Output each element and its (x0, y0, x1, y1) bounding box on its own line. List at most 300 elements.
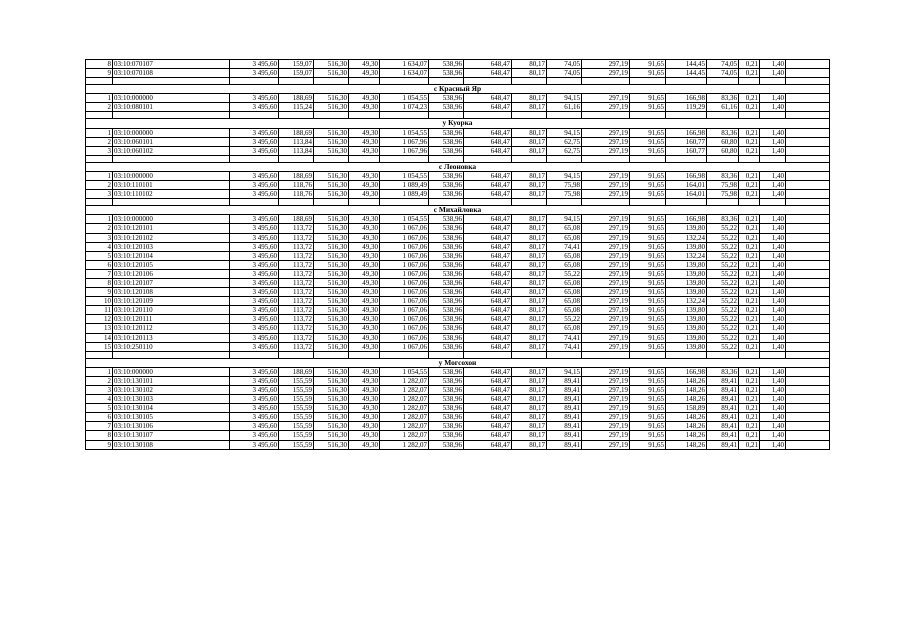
value-cell: 155,59 (279, 413, 314, 422)
value-cell: 516,30 (314, 171, 349, 180)
value-cell: 1 054,55 (380, 171, 429, 180)
value-cell: 1,40 (760, 333, 786, 342)
empty-cell (760, 78, 786, 85)
empty-cell (786, 199, 830, 206)
value-cell: 0,21 (739, 171, 760, 180)
value-cell: 538,96 (429, 181, 464, 190)
value-cell: 3 495,60 (230, 422, 279, 431)
empty-cell (113, 78, 230, 85)
value-cell: 91,65 (630, 60, 666, 69)
value-cell: 164,01 (666, 181, 707, 190)
cadastral-code-cell: 03:10:120110 (113, 306, 230, 315)
empty-cell (512, 351, 547, 358)
value-cell: 1 067,06 (380, 342, 429, 351)
value-cell: 516,30 (314, 251, 349, 260)
empty-cell (349, 78, 380, 85)
value-cell: 1 282,07 (380, 431, 429, 440)
empty-cell (380, 199, 429, 206)
value-cell: 0,21 (739, 404, 760, 413)
table-row (86, 342, 830, 351)
empty-cell (314, 155, 349, 162)
empty-cell (582, 112, 630, 119)
empty-cell (113, 155, 230, 162)
value-cell: 80,17 (512, 278, 547, 287)
empty-cell (380, 155, 429, 162)
row-number-cell: 14 (86, 333, 113, 342)
empty-cell (279, 199, 314, 206)
value-cell: 0,21 (739, 440, 760, 449)
value-cell: 3 495,60 (230, 69, 279, 78)
value-cell: 648,47 (464, 288, 512, 297)
value-cell: 648,47 (464, 190, 512, 199)
value-cell: 648,47 (464, 367, 512, 376)
empty-cell (86, 155, 113, 162)
value-cell: 3 495,60 (230, 306, 279, 315)
cadastral-code-cell: 03:10:110101 (113, 181, 230, 190)
empty-cell (786, 181, 830, 190)
value-cell: 0,21 (739, 315, 760, 324)
value-cell: 74,05 (547, 60, 582, 69)
value-cell: 144,45 (666, 69, 707, 78)
section-heading-row (86, 206, 830, 215)
value-cell: 1 282,07 (380, 404, 429, 413)
value-cell: 89,41 (707, 376, 739, 385)
table-row (86, 128, 830, 137)
empty-cell (786, 103, 830, 112)
value-cell: 91,65 (630, 69, 666, 78)
value-cell: 538,96 (429, 386, 464, 395)
value-cell: 648,47 (464, 376, 512, 385)
value-cell: 91,65 (630, 137, 666, 146)
value-cell: 648,47 (464, 251, 512, 260)
value-cell: 0,21 (739, 413, 760, 422)
cadastral-code-cell: 03:10:120111 (113, 315, 230, 324)
value-cell: 516,30 (314, 269, 349, 278)
empty-cell (230, 78, 279, 85)
cadastral-code-cell: 03:10:120103 (113, 242, 230, 251)
empty-cell (786, 431, 830, 440)
value-cell: 3 495,60 (230, 367, 279, 376)
value-cell: 91,65 (630, 146, 666, 155)
empty-cell (279, 78, 314, 85)
empty-cell (582, 351, 630, 358)
value-cell: 3 495,60 (230, 60, 279, 69)
value-cell: 80,17 (512, 103, 547, 112)
table-row (86, 94, 830, 103)
empty-cell (86, 78, 113, 85)
value-cell: 49,30 (349, 171, 380, 180)
value-cell: 648,47 (464, 278, 512, 287)
value-cell: 139,80 (666, 278, 707, 287)
value-cell: 516,30 (314, 288, 349, 297)
table-row (86, 260, 830, 269)
empty-cell (786, 306, 830, 315)
value-cell: 80,17 (512, 367, 547, 376)
value-cell: 3 495,60 (230, 395, 279, 404)
value-cell: 3 495,60 (230, 242, 279, 251)
value-cell: 49,30 (349, 367, 380, 376)
value-cell: 89,41 (707, 431, 739, 440)
empty-cell (739, 155, 760, 162)
value-cell: 188,69 (279, 215, 314, 224)
empty-cell (582, 78, 630, 85)
value-cell: 49,30 (349, 404, 380, 413)
value-cell: 0,21 (739, 251, 760, 260)
row-number-cell: 3 (86, 146, 113, 155)
value-cell: 1 067,06 (380, 324, 429, 333)
empty-cell (786, 224, 830, 233)
row-number-cell: 2 (86, 181, 113, 190)
empty-cell (786, 242, 830, 251)
value-cell: 89,41 (707, 422, 739, 431)
table-row (86, 215, 830, 224)
value-cell: 0,21 (739, 215, 760, 224)
value-cell: 1,40 (760, 413, 786, 422)
value-cell: 3 495,60 (230, 324, 279, 333)
table-row (86, 224, 830, 233)
value-cell: 91,65 (630, 333, 666, 342)
value-cell: 75,98 (707, 181, 739, 190)
empty-cell (739, 199, 760, 206)
value-cell: 80,17 (512, 215, 547, 224)
value-cell: 297,19 (582, 233, 630, 242)
value-cell: 0,21 (739, 386, 760, 395)
value-cell: 648,47 (464, 69, 512, 78)
value-cell: 80,17 (512, 233, 547, 242)
value-cell: 49,30 (349, 242, 380, 251)
table-row (86, 404, 830, 413)
cadastral-code-cell: 03:10:000000 (113, 94, 230, 103)
value-cell: 65,08 (547, 251, 582, 260)
table-row (86, 333, 830, 342)
value-cell: 91,65 (630, 367, 666, 376)
cadastral-code-cell: 03:10:120107 (113, 278, 230, 287)
value-cell: 139,80 (666, 315, 707, 324)
value-cell: 91,65 (630, 315, 666, 324)
value-cell: 648,47 (464, 242, 512, 251)
table-row (86, 251, 830, 260)
value-cell: 139,80 (666, 324, 707, 333)
value-cell: 297,19 (582, 60, 630, 69)
value-cell: 538,96 (429, 251, 464, 260)
empty-cell (512, 155, 547, 162)
cadastral-code-cell: 03:10:130101 (113, 376, 230, 385)
empty-cell (786, 155, 830, 162)
value-cell: 80,17 (512, 224, 547, 233)
empty-cell (230, 112, 279, 119)
value-cell: 1 067,06 (380, 224, 429, 233)
value-cell: 297,19 (582, 288, 630, 297)
value-cell: 648,47 (464, 422, 512, 431)
value-cell: 538,96 (429, 94, 464, 103)
value-cell: 297,19 (582, 333, 630, 342)
value-cell: 49,30 (349, 315, 380, 324)
value-cell: 3 495,60 (230, 440, 279, 449)
value-cell: 0,21 (739, 103, 760, 112)
empty-cell (666, 199, 707, 206)
value-cell: 648,47 (464, 306, 512, 315)
cadastral-code-cell: 03:10:120113 (113, 333, 230, 342)
value-cell: 55,22 (707, 251, 739, 260)
value-cell: 80,17 (512, 413, 547, 422)
value-cell: 516,30 (314, 297, 349, 306)
value-cell: 1,40 (760, 251, 786, 260)
value-cell: 297,19 (582, 422, 630, 431)
value-cell: 1,40 (760, 440, 786, 449)
section-title: с Красный Яр (86, 85, 830, 94)
empty-cell (230, 351, 279, 358)
value-cell: 74,41 (547, 333, 582, 342)
value-cell: 80,17 (512, 190, 547, 199)
value-cell: 80,17 (512, 94, 547, 103)
empty-cell (786, 60, 830, 69)
value-cell: 516,30 (314, 60, 349, 69)
value-cell: 297,19 (582, 376, 630, 385)
value-cell: 538,96 (429, 171, 464, 180)
empty-cell (739, 351, 760, 358)
value-cell: 113,72 (279, 342, 314, 351)
value-cell: 80,17 (512, 315, 547, 324)
value-cell: 297,19 (582, 128, 630, 137)
value-cell: 0,21 (739, 94, 760, 103)
value-cell: 648,47 (464, 297, 512, 306)
value-cell: 80,17 (512, 60, 547, 69)
empty-cell (786, 351, 830, 358)
value-cell: 113,72 (279, 233, 314, 242)
value-cell: 0,21 (739, 69, 760, 78)
empty-cell (786, 404, 830, 413)
value-cell: 516,30 (314, 137, 349, 146)
empty-cell (707, 199, 739, 206)
value-cell: 297,19 (582, 94, 630, 103)
value-cell: 1,40 (760, 128, 786, 137)
table-row (86, 315, 830, 324)
value-cell: 1 067,06 (380, 233, 429, 242)
empty-cell (707, 112, 739, 119)
value-cell: 1 067,06 (380, 297, 429, 306)
value-cell: 3 495,60 (230, 315, 279, 324)
value-cell: 74,05 (707, 60, 739, 69)
value-cell: 1 067,06 (380, 333, 429, 342)
value-cell: 297,19 (582, 181, 630, 190)
row-number-cell: 3 (86, 190, 113, 199)
value-cell: 74,41 (547, 242, 582, 251)
value-cell: 166,98 (666, 128, 707, 137)
value-cell: 91,65 (630, 269, 666, 278)
value-cell: 648,47 (464, 146, 512, 155)
value-cell: 139,80 (666, 242, 707, 251)
value-cell: 1 067,06 (380, 315, 429, 324)
value-cell: 91,65 (630, 386, 666, 395)
value-cell: 516,30 (314, 413, 349, 422)
value-cell: 148,26 (666, 395, 707, 404)
row-number-cell: 3 (86, 233, 113, 242)
value-cell: 648,47 (464, 413, 512, 422)
value-cell: 0,21 (739, 431, 760, 440)
empty-cell (739, 78, 760, 85)
row-number-cell: 7 (86, 422, 113, 431)
empty-cell (230, 199, 279, 206)
value-cell: 538,96 (429, 233, 464, 242)
value-cell: 297,19 (582, 242, 630, 251)
cadastral-code-cell: 03:10:000000 (113, 215, 230, 224)
value-cell: 0,21 (739, 242, 760, 251)
value-cell: 297,19 (582, 278, 630, 287)
value-cell: 139,80 (666, 333, 707, 342)
value-cell: 49,30 (349, 413, 380, 422)
value-cell: 648,47 (464, 315, 512, 324)
empty-cell (429, 155, 464, 162)
value-cell: 0,21 (739, 60, 760, 69)
value-cell: 0,21 (739, 297, 760, 306)
value-cell: 538,96 (429, 103, 464, 112)
empty-cell (582, 199, 630, 206)
value-cell: 1,40 (760, 137, 786, 146)
value-cell: 1 282,07 (380, 440, 429, 449)
value-cell: 1,40 (760, 422, 786, 431)
value-cell: 297,19 (582, 224, 630, 233)
table-row (86, 146, 830, 155)
value-cell: 49,30 (349, 269, 380, 278)
cadastral-code-cell: 03:10:110102 (113, 190, 230, 199)
value-cell: 139,80 (666, 288, 707, 297)
value-cell: 516,30 (314, 103, 349, 112)
value-cell: 89,41 (547, 376, 582, 385)
value-cell: 155,59 (279, 395, 314, 404)
empty-cell (786, 386, 830, 395)
empty-cell (464, 155, 512, 162)
value-cell: 3 495,60 (230, 386, 279, 395)
cadastral-code-cell: 03:10:130102 (113, 386, 230, 395)
value-cell: 297,19 (582, 215, 630, 224)
value-cell: 91,65 (630, 94, 666, 103)
empty-cell (739, 112, 760, 119)
empty-cell (547, 199, 582, 206)
value-cell: 1 054,55 (380, 94, 429, 103)
empty-cell (786, 422, 830, 431)
value-cell: 3 495,60 (230, 146, 279, 155)
value-cell: 538,96 (429, 315, 464, 324)
value-cell: 49,30 (349, 395, 380, 404)
spacer-row (86, 112, 830, 119)
value-cell: 62,75 (547, 137, 582, 146)
value-cell: 49,30 (349, 260, 380, 269)
value-cell: 89,41 (547, 395, 582, 404)
empty-cell (786, 260, 830, 269)
value-cell: 80,17 (512, 422, 547, 431)
value-cell: 49,30 (349, 224, 380, 233)
empty-cell (666, 155, 707, 162)
empty-cell (279, 112, 314, 119)
value-cell: 49,30 (349, 431, 380, 440)
value-cell: 516,30 (314, 260, 349, 269)
value-cell: 132,24 (666, 233, 707, 242)
value-cell: 83,36 (707, 367, 739, 376)
value-cell: 113,72 (279, 251, 314, 260)
value-cell: 80,17 (512, 137, 547, 146)
value-cell: 3 495,60 (230, 251, 279, 260)
row-number-cell: 5 (86, 251, 113, 260)
cadastral-code-cell: 03:10:130104 (113, 404, 230, 413)
value-cell: 648,47 (464, 233, 512, 242)
value-cell: 65,08 (547, 224, 582, 233)
value-cell: 0,21 (739, 306, 760, 315)
value-cell: 648,47 (464, 215, 512, 224)
value-cell: 188,69 (279, 128, 314, 137)
value-cell: 3 495,60 (230, 297, 279, 306)
row-number-cell: 4 (86, 395, 113, 404)
empty-cell (786, 376, 830, 385)
value-cell: 49,30 (349, 440, 380, 449)
value-cell: 49,30 (349, 278, 380, 287)
value-cell: 49,30 (349, 324, 380, 333)
value-cell: 1 067,96 (380, 137, 429, 146)
value-cell: 297,19 (582, 269, 630, 278)
value-cell: 80,17 (512, 440, 547, 449)
value-cell: 297,19 (582, 413, 630, 422)
value-cell: 49,30 (349, 94, 380, 103)
empty-cell (786, 251, 830, 260)
empty-cell (786, 146, 830, 155)
value-cell: 91,65 (630, 224, 666, 233)
value-cell: 1 282,07 (380, 376, 429, 385)
cadastral-code-cell: 03:10:070108 (113, 69, 230, 78)
value-cell: 516,30 (314, 376, 349, 385)
value-cell: 516,30 (314, 431, 349, 440)
value-cell: 91,65 (630, 128, 666, 137)
empty-cell (786, 269, 830, 278)
value-cell: 297,19 (582, 386, 630, 395)
value-cell: 1,40 (760, 260, 786, 269)
value-cell: 188,69 (279, 171, 314, 180)
value-cell: 55,22 (707, 333, 739, 342)
value-cell: 166,98 (666, 171, 707, 180)
value-cell: 91,65 (630, 404, 666, 413)
value-cell: 83,36 (707, 94, 739, 103)
value-cell: 155,59 (279, 431, 314, 440)
value-cell: 91,65 (630, 288, 666, 297)
row-number-cell: 1 (86, 171, 113, 180)
empty-cell (707, 78, 739, 85)
value-cell: 1 634,07 (380, 60, 429, 69)
cadastral-code-cell: 03:10:120102 (113, 233, 230, 242)
value-cell: 3 495,60 (230, 260, 279, 269)
value-cell: 55,22 (707, 260, 739, 269)
value-cell: 118,76 (279, 181, 314, 190)
value-cell: 80,17 (512, 288, 547, 297)
value-cell: 166,98 (666, 367, 707, 376)
value-cell: 3 495,60 (230, 181, 279, 190)
value-cell: 49,30 (349, 376, 380, 385)
value-cell: 65,08 (547, 297, 582, 306)
value-cell: 538,96 (429, 260, 464, 269)
document-page (85, 59, 831, 450)
row-number-cell: 5 (86, 404, 113, 413)
spacer-row (86, 351, 830, 358)
empty-cell (707, 351, 739, 358)
value-cell: 89,41 (547, 404, 582, 413)
value-cell: 155,59 (279, 422, 314, 431)
empty-cell (786, 342, 830, 351)
value-cell: 648,47 (464, 103, 512, 112)
value-cell: 55,22 (707, 269, 739, 278)
value-cell: 648,47 (464, 324, 512, 333)
table-row (86, 297, 830, 306)
value-cell: 91,65 (630, 215, 666, 224)
value-cell: 113,72 (279, 333, 314, 342)
empty-cell (512, 112, 547, 119)
value-cell: 80,17 (512, 333, 547, 342)
